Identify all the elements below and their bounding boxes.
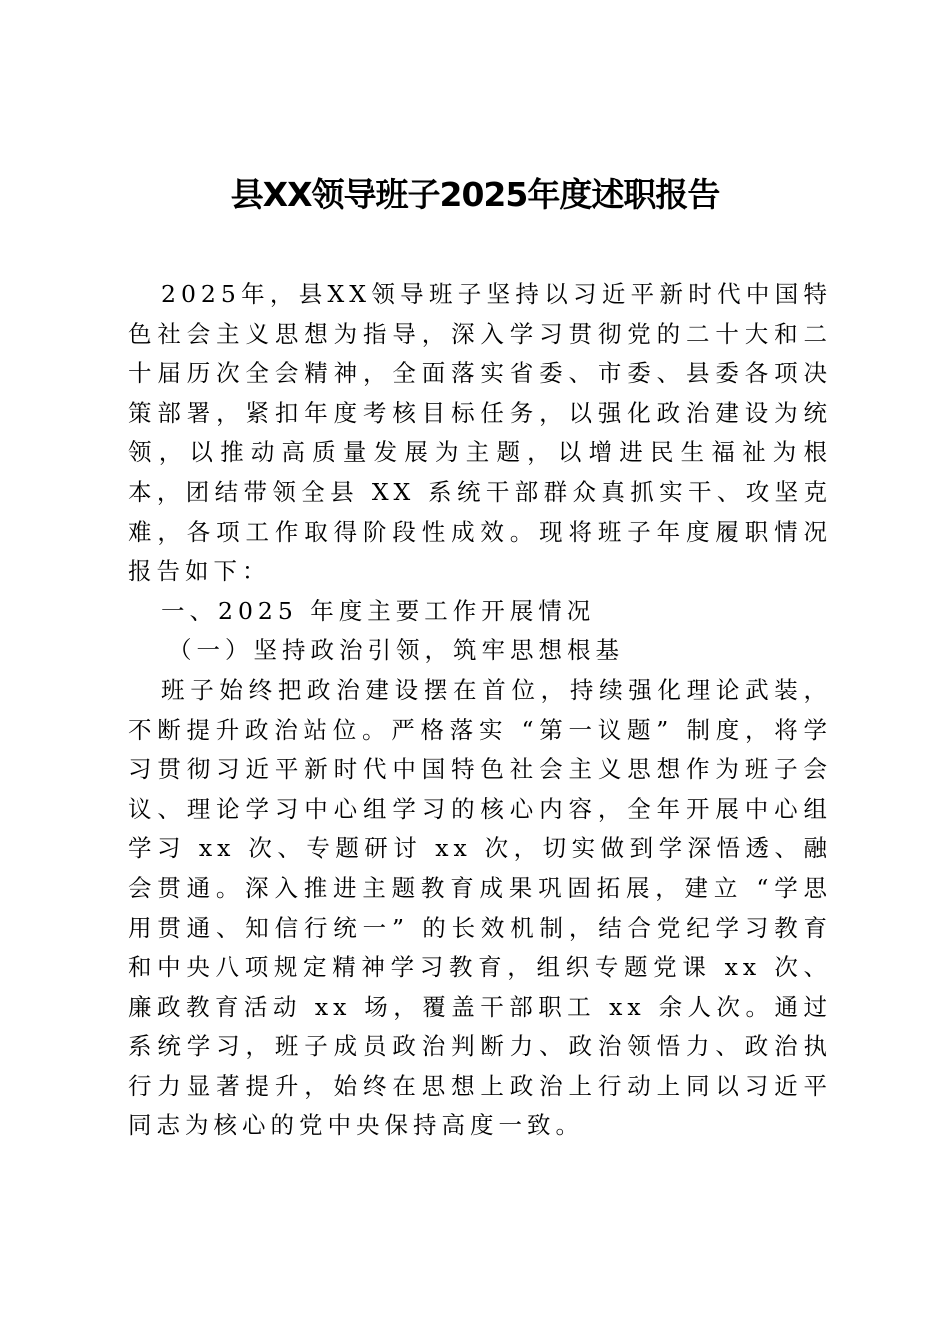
subsection-paragraph: 班子始终把政治建设摆在首位，持续强化理论武装，不断提升政治站位。严格落实 “第一议题” 制度，将学习贯彻习近平新时代中国特色社会主义思想作为班子会议、理论学习中心组学习的核心内容，全年开展中心组学习 xx 次、专题研讨 xx 次，切实做到学深悟透、融会贯通。深入推进主题教育成果巩固拓展，建立 “学思用贯通、知信行统一” 的长效机制，结合党纪学习教育和中央八项规定精神学习教育，组织专题党课 xx 次、廉政教育活动 xx 场，覆盖干部职工 xx 余人次。通过系统学习，班子成员政治判断力、政治领悟力、政治执行力显著提升，始终在思想上政治上行动上同以习近平同志为核心的党中央保持高度一致。 [128,675,832,1140]
document-title: 县XX领导班子2025年度述职报告 [230,175,720,214]
intro-paragraph: 2025年，县XX领导班子坚持以习近平新时代中国特色社会主义思想为指导，深入学习贯彻党的二十大和二十届历次全会精神，全面落实省委、市委、县委各项决策部署，紧扣年度考核目标任务，以强化政治建设为统领，以推动高质量发展为主题，以增进民生福祉为根本，团结带领全县 XX 系统干部群众真抓实干、攻坚克难，各项工作取得阶段性成效。现将班子年度履职情况报告如下： [128,280,832,586]
section-heading: 一、2025 年度主要工作开展情况 [161,596,596,625]
subsection-heading: （一）坚持政治引领，筑牢思想根基 [168,636,624,665]
document-body [128,275,832,1146]
